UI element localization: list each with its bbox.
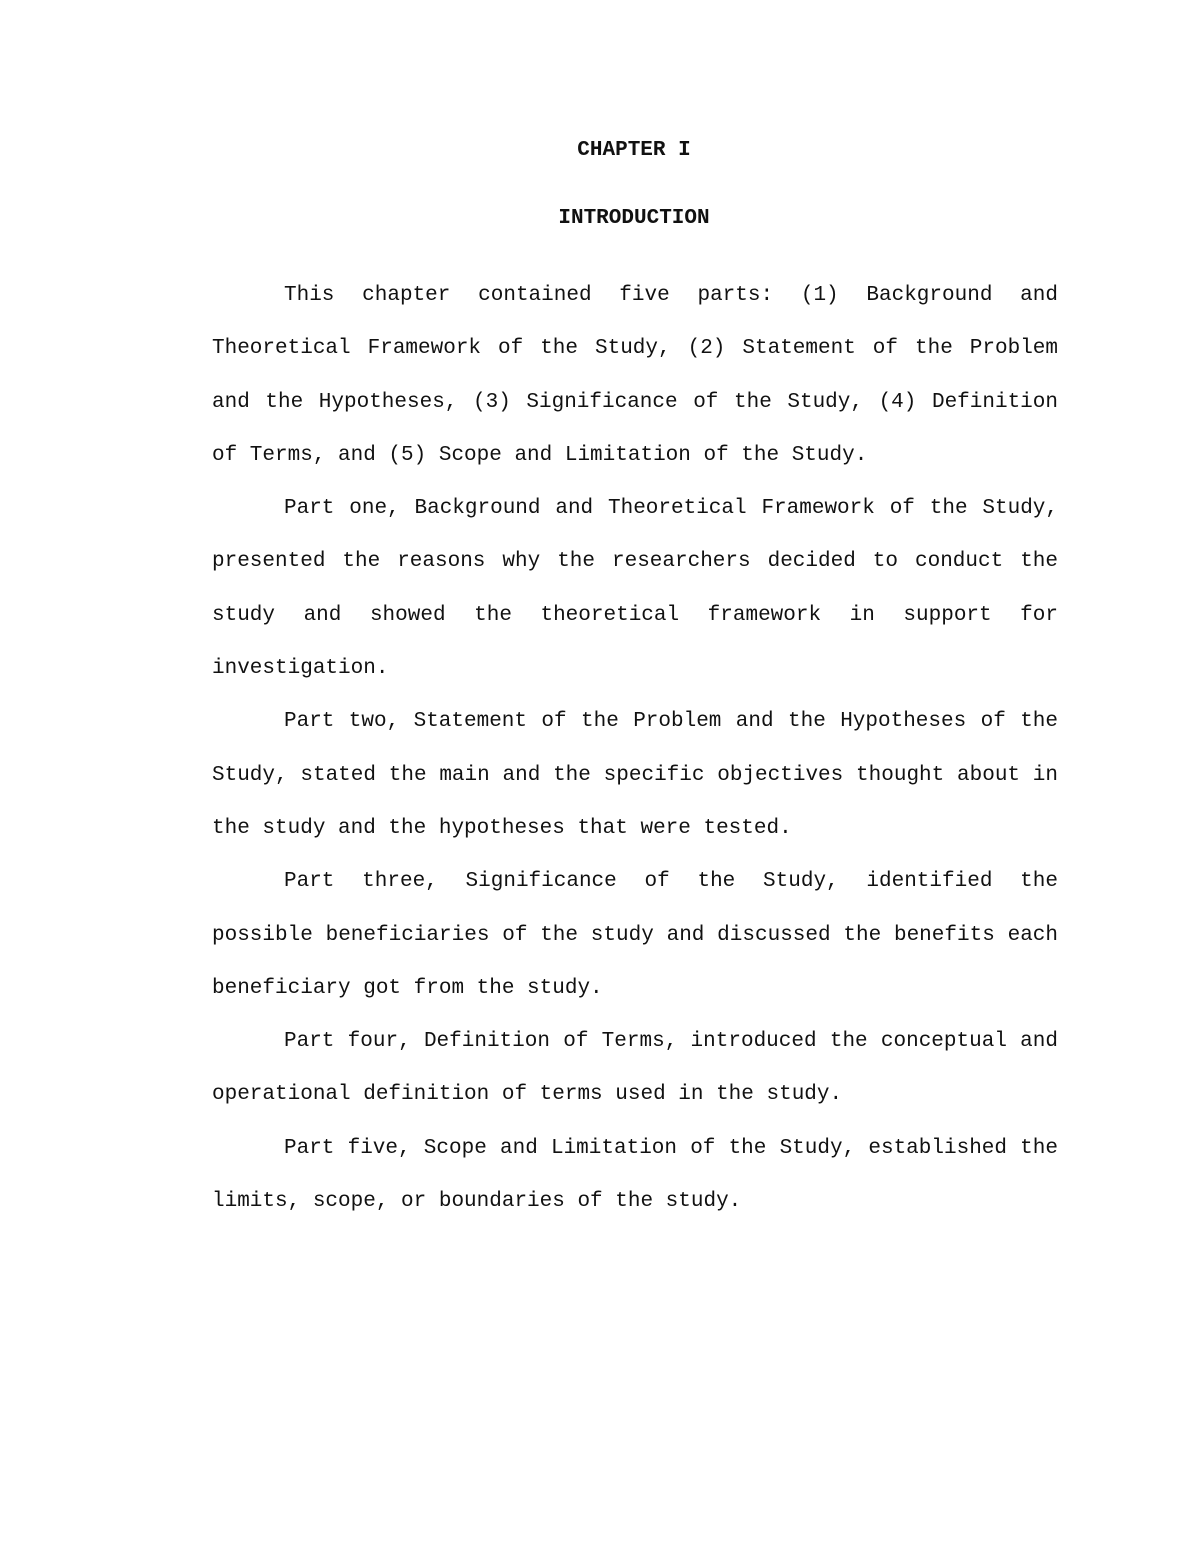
paragraph-part-two: Part two, Statement of the Problem and the Hypotheses of the Study, stated the main and the specific objectives thought about in the study and the hypotheses that were tested. [212, 710, 1058, 840]
chapter-body [212, 269, 1058, 1228]
paragraph-part-five: Part five, Scope and Limitation of the Study, established the limits, scope, or boundaries of the study. [212, 1136, 1058, 1214]
paragraph-overview: This chapter contained five parts: (1) Background and Theoretical Framework of the Study, (2) Statement of the Problem and the Hypotheses, (3) Significance of the Study, (4) Definition of Terms, and (5) Scope and Limitation of the Study. [212, 284, 1058, 467]
paragraph-part-four: Part four, Definition of Terms, introduced the conceptual and operational definition of terms used in the study. [212, 1030, 1058, 1107]
paragraph-part-one: Part one, Background and Theoretical Framework of the Study, presented the reasons why the researchers decided to conduct the study and showed the theoretical framework in support for investigation. [212, 497, 1058, 681]
paragraph-part-three: Part three, Significance of the Study, identified the possible beneficiaries of the study and discussed the benefits each beneficiary got from the study. [212, 870, 1058, 1000]
chapter-number-heading: CHAPTER I [577, 139, 691, 162]
chapter-title-heading: INTRODUCTION [558, 207, 710, 230]
